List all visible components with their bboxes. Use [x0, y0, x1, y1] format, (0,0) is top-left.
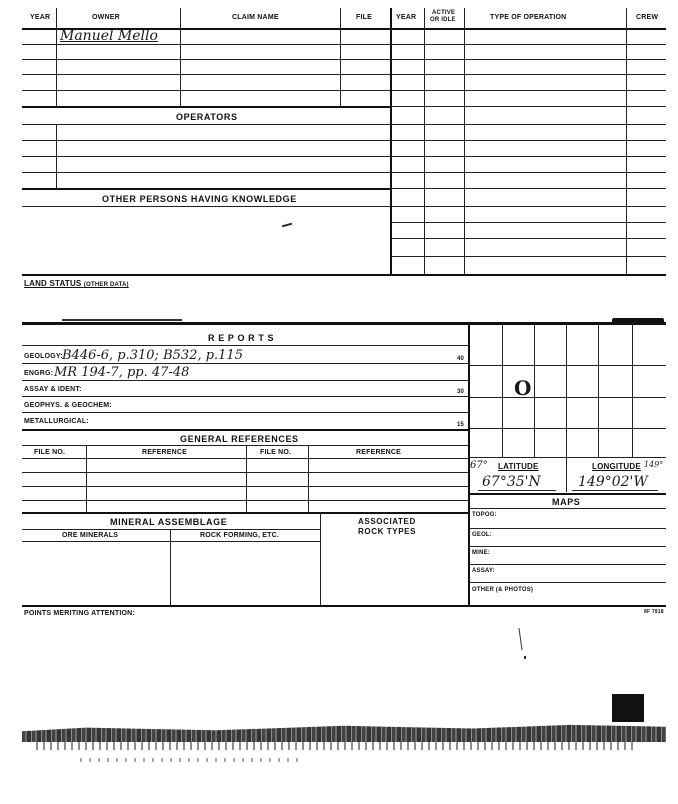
report-metallurgical-num: 15 [457, 422, 465, 428]
general-references-title: GENERAL REFERENCES [180, 434, 299, 444]
grid-location-mark: O [514, 376, 532, 400]
grid-line [566, 323, 567, 457]
grid-line [470, 457, 666, 458]
row-line [22, 188, 390, 190]
maps-line [470, 528, 666, 529]
mineral-col-line [320, 512, 321, 605]
col-line [464, 8, 465, 274]
mineral-header-line [22, 529, 320, 530]
maps-other: OTHER (& PHOTOS) [472, 587, 534, 593]
black-square [612, 694, 644, 722]
gen-ref-reference-2: REFERENCE [356, 449, 401, 456]
land-status-sub: (OTHER DATA) [83, 282, 129, 288]
gen-ref-row-line [22, 486, 468, 487]
gen-ref-bottom-line [22, 512, 468, 514]
longitude-value: 149°02'W [578, 474, 648, 490]
right-row-line [392, 156, 666, 157]
maps-geol: GEOL: [472, 532, 492, 538]
latitude-label: LATITUDE [498, 462, 539, 471]
top-header-line [22, 28, 666, 30]
ore-minerals-label: ORE MINERALS [62, 532, 119, 539]
right-row-line [392, 106, 666, 107]
gen-ref-row-line [22, 500, 468, 501]
scan-smudge [62, 319, 182, 321]
report-row-line [22, 363, 468, 364]
row-line [22, 90, 390, 91]
pencil-mark [524, 656, 526, 659]
latlong-underline [478, 490, 556, 491]
maps-topog: TOPOG: [472, 512, 497, 518]
top-section-bottom [22, 274, 666, 276]
right-row-line [392, 140, 666, 141]
scan-noise-band [80, 758, 300, 762]
col-line [56, 8, 57, 106]
report-metallurgical-label: METALLURGICAL: [24, 418, 89, 425]
header-type-of-operation: TYPE OF OPERATION [490, 14, 567, 21]
col-line [180, 8, 181, 106]
mineral-col-line [170, 529, 171, 605]
gen-ref-reference: REFERENCE [142, 449, 187, 456]
gen-ref-col-line [246, 445, 247, 512]
header-year: YEAR [30, 14, 51, 21]
header-active: ACTIVE [432, 10, 456, 16]
other-persons-label: OTHER PERSONS HAVING KNOWLEDGE [102, 194, 297, 204]
header-or-idle: OR IDLE [430, 17, 456, 23]
right-row-line [392, 59, 666, 60]
header-owner: OWNER [92, 14, 120, 21]
reports-top-line [22, 322, 666, 325]
maps-line [470, 564, 666, 565]
col-line [390, 8, 392, 274]
col-line [340, 8, 341, 106]
scan-noise-band [36, 742, 636, 750]
right-row-line [392, 256, 666, 257]
right-row-line [392, 90, 666, 91]
report-row-line [22, 396, 468, 397]
col-line [626, 8, 627, 274]
grid-line [470, 365, 666, 366]
grid-line [534, 323, 535, 457]
row-line [22, 140, 390, 141]
maps-mine: MINE: [472, 550, 490, 556]
report-geology-label: GEOLOGY: [24, 353, 63, 360]
reports-bottom-line [22, 429, 468, 431]
row-line [22, 124, 390, 125]
right-row-line [392, 238, 666, 239]
pencil-mark [518, 628, 522, 650]
scan-smudge [612, 318, 664, 323]
grid-line [632, 323, 633, 457]
points-meriting-attention: POINTS MERITING ATTENTION: [24, 610, 135, 617]
land-status-title: LAND STATUS [24, 279, 82, 288]
latitude-value: 67°35'N [482, 474, 541, 490]
maps-top-line [470, 493, 666, 495]
pencil-mark [282, 223, 292, 228]
row-line [22, 59, 390, 60]
gen-ref-row-line [22, 458, 468, 459]
gen-ref-col-line [308, 445, 309, 512]
latlong-divider [566, 458, 567, 492]
maps-title: MAPS [552, 497, 581, 507]
associated-title-2: ROCK TYPES [358, 527, 417, 536]
right-row-line [392, 206, 666, 207]
mineral-assemblage-title: MINERAL ASSEMBLAGE [110, 517, 228, 527]
gen-ref-file-no: FILE NO. [34, 449, 66, 456]
maps-assay: ASSAY: [472, 568, 495, 574]
header-crew: CREW [636, 14, 659, 21]
operators-label: OPERATORS [176, 112, 238, 122]
header-year-right: YEAR [396, 14, 417, 21]
row-line [22, 206, 390, 207]
maps-line [470, 546, 666, 547]
header-claim-name: CLAIM NAME [232, 14, 279, 21]
grid-line [598, 323, 599, 457]
right-row-line [392, 124, 666, 125]
longitude-label: LONGITUDE [592, 462, 641, 471]
report-geology-num: 40 [457, 356, 465, 362]
grid-line [502, 323, 503, 457]
header-file: FILE [356, 14, 372, 21]
col-line [424, 8, 425, 274]
gen-ref-header-line [22, 445, 468, 446]
grid-line [470, 428, 666, 429]
gen-ref-row-line [22, 472, 468, 473]
report-row-line [22, 412, 468, 413]
row-line [22, 156, 390, 157]
lat-prefix: 67° [470, 460, 488, 471]
row-line [22, 44, 390, 45]
owner-value: Manuel Mello [60, 28, 158, 44]
report-assay-num: 30 [457, 389, 465, 395]
gen-ref-file-no-2: FILE NO. [260, 449, 292, 456]
associated-title-1: ASSOCIATED [358, 517, 416, 526]
right-row-line [392, 74, 666, 75]
right-row-line [392, 188, 666, 189]
latlong-underline [572, 490, 658, 491]
row-line [22, 172, 390, 173]
report-geology-value: B446-6, p.310; B532, p.115 [62, 348, 243, 363]
reports-title: R E P O R T S [208, 333, 275, 343]
report-assay-label: ASSAY & IDENT: [24, 386, 82, 393]
col-line [56, 124, 57, 188]
right-row-line [392, 172, 666, 173]
maps-line [470, 508, 666, 509]
right-row-line [392, 222, 666, 223]
form-number: 8F 7918 [644, 609, 664, 615]
row-line [22, 106, 390, 108]
mineral-subheader-line [22, 541, 320, 542]
land-status-label [24, 279, 129, 288]
lon-suffix: 149° [644, 460, 664, 469]
report-row-line [22, 380, 468, 381]
report-engrg-label: ENGRG: [24, 370, 54, 377]
right-row-line [392, 44, 666, 45]
grid-line [470, 397, 666, 398]
gen-ref-col-line [86, 445, 87, 512]
report-engrg-value: MR 194-7, pp. 47-48 [54, 365, 190, 380]
reports-header-line [22, 345, 468, 346]
row-line [22, 74, 390, 75]
maps-line [470, 582, 666, 583]
report-geophys-label: GEOPHYS. & GEOCHEM: [24, 402, 112, 409]
mineral-bottom-line [22, 605, 666, 607]
scan-noise-band [22, 724, 666, 742]
rock-forming-label: ROCK FORMING, ETC. [200, 532, 280, 539]
